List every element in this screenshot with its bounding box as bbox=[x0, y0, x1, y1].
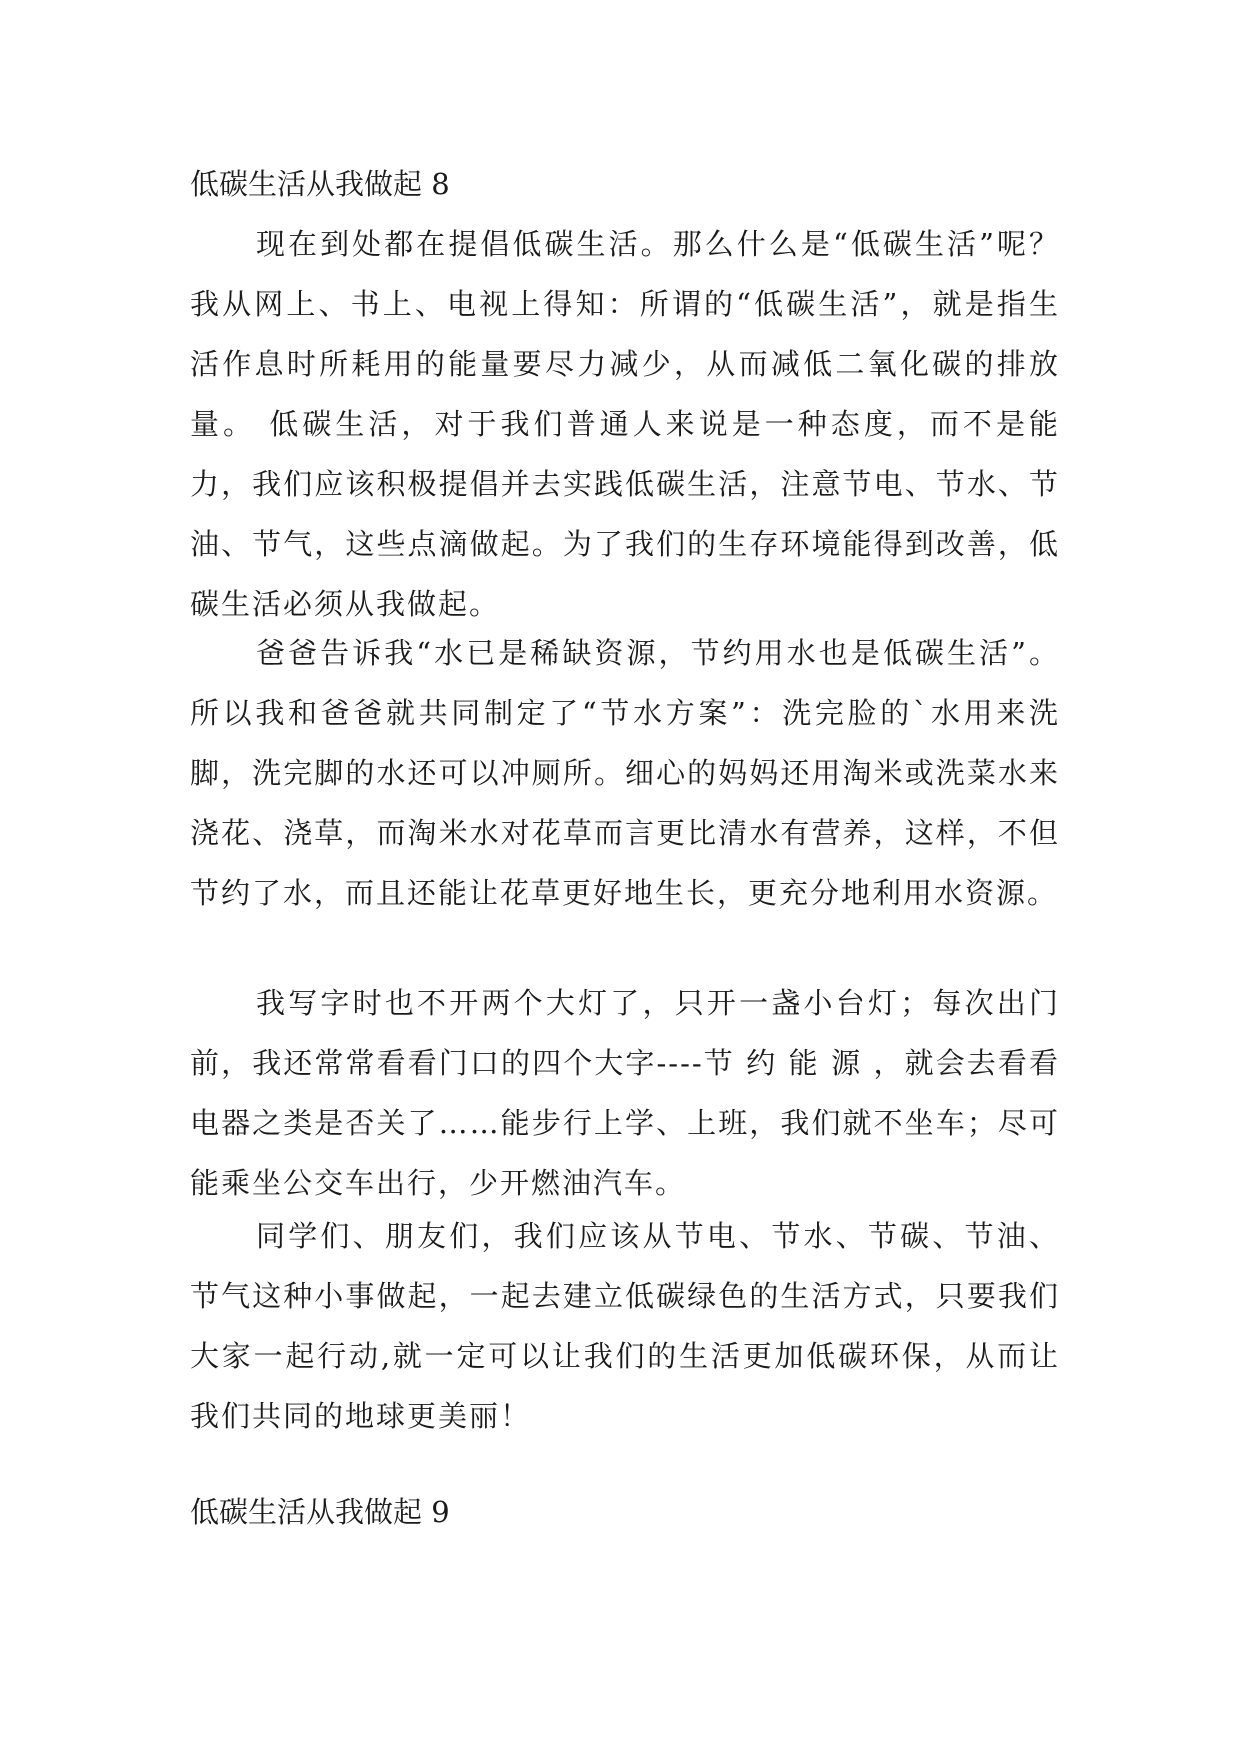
body-paragraph: 同学们、朋友们，我们应该从节电、节水、节碳、节油、节气这种小事做起，一起去建立低碳绿色的生活方式，只要我们大家一起行动,就一定可以让我们的生活更加低碳环保，从而让我们共同的地球更美丽！ bbox=[190, 1219, 1060, 1433]
section-title: 低碳生活从我做起 9 bbox=[190, 1495, 450, 1529]
body-paragraph: 爸爸告诉我“水已是稀缺资源，节约用水也是低碳生活”。所以我和爸爸就共同制定了“节水方案”：洗完脸的`水用来洗脚，洗完脚的水还可以冲厕所。细心的妈妈还用淘米或洗菜水来浇花、浇草，而淘米水对花草而言更比清水有营养，这样，不但节约了水，而且还能让花草更好地生长，更充分地利用水资源。 bbox=[190, 636, 1060, 910]
section-title: 低碳生活从我做起 8 bbox=[190, 167, 450, 201]
body-paragraph: 我写字时也不开两个大灯了，只开一盏小台灯；每次出门前，我还常常看看门口的四个大字----节 约 能 源 ，就会去看看电器之类是否关了……能步行上学、上班，我们就不坐车；尽可能乘坐公交车出行，少开燃油汽车。 bbox=[190, 986, 1060, 1200]
body-paragraph: 现在到处都在提倡低碳生活。那么什么是“低碳生活”呢？我从网上、书上、电视上得知：所谓的“低碳生活”，就是指生活作息时所耗用的能量要尽力减少，从而减低二氧化碳的排放量。 低碳生活，对于我们普通人来说是一种态度，而不是能力，我们应该积极提倡并去实践低碳生活，注意节电、节水、节油、节气，这些点滴做起。为了我们的生存环境能得到改善，低碳生活必须从我做起。 bbox=[190, 227, 1060, 621]
